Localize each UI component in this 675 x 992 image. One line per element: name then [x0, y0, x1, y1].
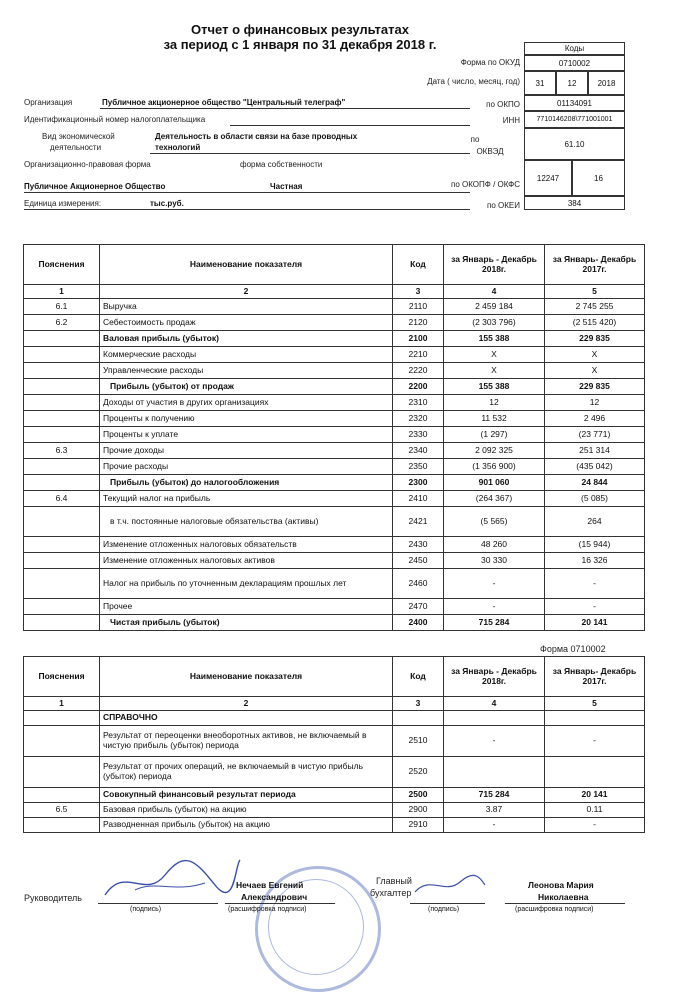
- value-2018-cell: 11 532: [444, 411, 545, 427]
- indicator-name-cell: Изменение отложенных налоговых обязательств: [100, 537, 393, 553]
- code-cell: 2320: [393, 411, 444, 427]
- date-month: 12: [556, 71, 588, 95]
- date-year: 2018: [588, 71, 625, 95]
- value-2018-cell: -: [444, 818, 545, 833]
- code-cell: 2300: [393, 475, 444, 491]
- legal-form-value: Публичное Акционерное Общество: [24, 182, 166, 191]
- column-header: Код: [393, 245, 444, 285]
- value-2018-cell: 12: [444, 395, 545, 411]
- okei-label: по ОКЕИ: [487, 201, 520, 210]
- column-number: 3: [393, 285, 444, 299]
- indicator-name-cell: Результат от переоценки внеоборотных активов, не включаемый в чистую прибыль (убыток) периода: [100, 726, 393, 757]
- column-header: за Январь - Декабрь 2018г.: [444, 657, 545, 697]
- code-cell: 2100: [393, 331, 444, 347]
- accountant-name-1: Леонова Мария: [528, 880, 594, 890]
- column-header: Пояснения: [24, 657, 100, 697]
- value-2018-cell: 48 260: [444, 537, 545, 553]
- code-cell: 2310: [393, 395, 444, 411]
- value-2017-cell: (15 944): [545, 537, 645, 553]
- accountant-label-1: Главный: [376, 876, 412, 886]
- code-cell: 2500: [393, 788, 444, 803]
- note-cell: [24, 411, 100, 427]
- indicator-name-cell: Выручка: [100, 299, 393, 315]
- value-2018-cell: (1 356 900): [444, 459, 545, 475]
- column-number-row: [24, 285, 645, 299]
- value-2018-cell: X: [444, 363, 545, 379]
- value-2018-cell: 2 092 325: [444, 443, 545, 459]
- inn-code-label: ИНН: [502, 116, 520, 125]
- note-cell: [24, 818, 100, 833]
- note-cell: 6.2: [24, 315, 100, 331]
- column-number: 1: [24, 285, 100, 299]
- indicator-name-cell: в т.ч. постоянные налоговые обязательства (активы): [100, 507, 393, 537]
- value-2017-cell: 16 326: [545, 553, 645, 569]
- table-row: [24, 411, 645, 427]
- code-cell: 2350: [393, 459, 444, 475]
- value-2018-cell: (1 297): [444, 427, 545, 443]
- value-2017-cell: 12: [545, 395, 645, 411]
- indicator-name-cell: Проценты к уплате: [100, 427, 393, 443]
- value-2018-cell: (2 303 796): [444, 315, 545, 331]
- note-cell: [24, 507, 100, 537]
- note-cell: 6.1: [24, 299, 100, 315]
- okpo-label: по ОКПО: [486, 100, 520, 109]
- value-2017-cell: [545, 711, 645, 726]
- codes-head: Коды: [524, 42, 625, 55]
- column-header: за Январь- Декабрь 2017г.: [545, 245, 645, 285]
- value-2017-cell: 20 141: [545, 615, 645, 631]
- table-row: [24, 379, 645, 395]
- indicator-name-cell: Прибыль (убыток) от продаж: [100, 379, 393, 395]
- note-cell: [24, 599, 100, 615]
- ownership-label: форма собственности: [240, 160, 323, 169]
- value-2017-cell: (23 771): [545, 427, 645, 443]
- code-cell: 2900: [393, 803, 444, 818]
- note-cell: [24, 569, 100, 599]
- table-row: [24, 331, 645, 347]
- value-2018-cell: -: [444, 569, 545, 599]
- value-2017-cell: [545, 757, 645, 788]
- table-row: [24, 711, 645, 726]
- activity-label-2: деятельности: [50, 143, 102, 152]
- value-2018-cell: 155 388: [444, 331, 545, 347]
- value-2018-cell: 155 388: [444, 379, 545, 395]
- report-title: Отчет о финансовых результатах: [191, 22, 409, 37]
- head-decode-caption: (расшифровка подписи): [228, 906, 307, 913]
- org-name: Публичное акционерное общество "Центральный телеграф": [102, 98, 346, 107]
- indicator-name-cell: Прочее: [100, 599, 393, 615]
- table-row: [24, 599, 645, 615]
- column-number: 5: [545, 697, 645, 711]
- table-row: [24, 443, 645, 459]
- table-row: [24, 757, 645, 788]
- column-number: 3: [393, 697, 444, 711]
- value-2018-cell: (5 565): [444, 507, 545, 537]
- value-2017-cell: (2 515 420): [545, 315, 645, 331]
- note-cell: [24, 788, 100, 803]
- table-row: [24, 615, 645, 631]
- inn-value: 7710146208\771001001: [524, 111, 625, 128]
- header-row: [24, 245, 645, 285]
- note-cell: [24, 395, 100, 411]
- activity-value-1: Деятельность в области связи на базе проводных: [155, 132, 358, 141]
- indicator-name-cell: Себестоимость продаж: [100, 315, 393, 331]
- table-row: [24, 475, 645, 491]
- accountant-sign-caption: (подпись): [428, 906, 460, 913]
- value-2017-cell: X: [545, 347, 645, 363]
- code-cell: 2421: [393, 507, 444, 537]
- note-cell: 6.5: [24, 803, 100, 818]
- column-header: Наименование показателя: [100, 245, 393, 285]
- value-2018-cell: -: [444, 726, 545, 757]
- indicator-name-cell: Проценты к получению: [100, 411, 393, 427]
- indicator-name-cell: Изменение отложенных налоговых активов: [100, 553, 393, 569]
- code-cell: 2910: [393, 818, 444, 833]
- value-2018-cell: (264 367): [444, 491, 545, 507]
- code-cell: 2210: [393, 347, 444, 363]
- activity-value-2: технологий: [155, 143, 201, 152]
- value-2017-cell: 264: [545, 507, 645, 537]
- indicator-name-cell: Текущий налог на прибыль: [100, 491, 393, 507]
- column-number: 1: [24, 697, 100, 711]
- unit-value: тыс.руб.: [150, 199, 184, 208]
- code-cell: 2510: [393, 726, 444, 757]
- note-cell: [24, 615, 100, 631]
- accountant-signature-scribble: [410, 870, 490, 900]
- financial-results-table: [23, 244, 645, 631]
- note-cell: [24, 711, 100, 726]
- indicator-name-cell: Прибыль (убыток) до налогообложения: [100, 475, 393, 491]
- note-cell: [24, 347, 100, 363]
- report-period: за период с 1 января по 31 декабря 2018 г.: [163, 37, 437, 52]
- indicator-name-cell: Чистая прибыль (убыток): [100, 615, 393, 631]
- code-cell: 2410: [393, 491, 444, 507]
- table-row: [24, 818, 645, 833]
- okopf-value: 12247: [524, 160, 572, 196]
- note-cell: [24, 427, 100, 443]
- table-row: [24, 726, 645, 757]
- note-cell: [24, 757, 100, 788]
- value-2018-cell: 901 060: [444, 475, 545, 491]
- okfs-value: 16: [572, 160, 625, 196]
- table-row: [24, 788, 645, 803]
- column-number: 4: [444, 285, 545, 299]
- column-header: Наименование показателя: [100, 657, 393, 697]
- column-header: за Январь- Декабрь 2017г.: [545, 657, 645, 697]
- column-number: 2: [100, 697, 393, 711]
- value-2017-cell: -: [545, 726, 645, 757]
- reference-table: [23, 656, 645, 833]
- table-row: [24, 459, 645, 475]
- indicator-name-cell: Базовая прибыль (убыток) на акцию: [100, 803, 393, 818]
- table-row: [24, 299, 645, 315]
- value-2017-cell: 2 496: [545, 411, 645, 427]
- date-day: 31: [524, 71, 556, 95]
- value-2017-cell: -: [545, 818, 645, 833]
- note-cell: [24, 379, 100, 395]
- indicator-name-cell: Прочие расходы: [100, 459, 393, 475]
- accountant-name-2: Николаевна: [538, 892, 589, 902]
- okpo-value: 01134091: [524, 95, 625, 111]
- value-2017-cell: 251 314: [545, 443, 645, 459]
- value-2018-cell: 715 284: [444, 615, 545, 631]
- ownership-value: Частная: [270, 182, 303, 191]
- value-2018-cell: 2 459 184: [444, 299, 545, 315]
- okud-value: 0710002: [524, 55, 625, 71]
- accountant-label-2: бухгалтер: [370, 888, 412, 898]
- table-row: [24, 803, 645, 818]
- table-row: [24, 315, 645, 331]
- note-cell: [24, 537, 100, 553]
- table-row: [24, 569, 645, 599]
- value-2018-cell: 30 330: [444, 553, 545, 569]
- indicator-name-cell: Управленческие расходы: [100, 363, 393, 379]
- code-cell: 2330: [393, 427, 444, 443]
- indicator-name-cell: Результат от прочих операций, не включаемый в чистую прибыль (убыток) периода: [100, 757, 393, 788]
- org-label: Организация: [24, 98, 73, 107]
- code-cell: 2470: [393, 599, 444, 615]
- value-2018-cell: 3.87: [444, 803, 545, 818]
- head-name-1: Нечаев Евгений: [236, 880, 304, 890]
- okved-label-2: ОКВЭД: [476, 147, 504, 156]
- head-label: Руководитель: [24, 893, 82, 903]
- value-2018-cell: X: [444, 347, 545, 363]
- code-cell: 2200: [393, 379, 444, 395]
- head-name-2: Александрович: [241, 892, 308, 902]
- form-label: Форма 0710002: [540, 644, 606, 654]
- code-cell: 2460: [393, 569, 444, 599]
- legal-form-label: Организационно-правовая форма: [24, 160, 151, 169]
- table-row: [24, 507, 645, 537]
- note-cell: 6.4: [24, 491, 100, 507]
- table-row: [24, 363, 645, 379]
- note-cell: [24, 475, 100, 491]
- indicator-name-cell: Доходы от участия в других организациях: [100, 395, 393, 411]
- note-cell: [24, 331, 100, 347]
- indicator-name-cell: СПРАВОЧНО: [100, 711, 393, 726]
- okud-label: Форма по ОКУД: [460, 58, 520, 67]
- okei-value: 384: [524, 196, 625, 210]
- code-cell: 2400: [393, 615, 444, 631]
- note-cell: [24, 363, 100, 379]
- unit-label: Единица измерения:: [24, 199, 102, 208]
- value-2017-cell: 2 745 255: [545, 299, 645, 315]
- code-cell: 2450: [393, 553, 444, 569]
- code-cell: 2220: [393, 363, 444, 379]
- okopf-label: по ОКОПФ / ОКФС: [451, 180, 520, 189]
- value-2017-cell: 0.11: [545, 803, 645, 818]
- column-number: 2: [100, 285, 393, 299]
- okved-label-1: по: [470, 135, 480, 144]
- header-row: [24, 657, 645, 697]
- table-row: [24, 395, 645, 411]
- value-2017-cell: 229 835: [545, 379, 645, 395]
- head-signature-scribble: [95, 855, 245, 905]
- value-2017-cell: 24 844: [545, 475, 645, 491]
- code-cell: 2520: [393, 757, 444, 788]
- value-2017-cell: 229 835: [545, 331, 645, 347]
- value-2017-cell: 20 141: [545, 788, 645, 803]
- value-2017-cell: (435 042): [545, 459, 645, 475]
- value-2017-cell: X: [545, 363, 645, 379]
- accountant-decode-caption: (расшифровка подписи): [515, 906, 594, 913]
- code-cell: 2340: [393, 443, 444, 459]
- okved-value: 61.10: [524, 128, 625, 160]
- value-2018-cell: 715 284: [444, 788, 545, 803]
- note-cell: [24, 459, 100, 475]
- table-row: [24, 553, 645, 569]
- value-2018-cell: [444, 757, 545, 788]
- date-label: Дата ( число, месяц, год): [427, 77, 520, 86]
- note-cell: [24, 553, 100, 569]
- value-2017-cell: -: [545, 569, 645, 599]
- head-sign-caption: (подпись): [130, 906, 162, 913]
- note-cell: [24, 726, 100, 757]
- column-number: 5: [545, 285, 645, 299]
- activity-label-1: Вид экономической: [42, 132, 115, 141]
- code-cell: [393, 711, 444, 726]
- column-header: Пояснения: [24, 245, 100, 285]
- indicator-name-cell: Разводненная прибыль (убыток) на акцию: [100, 818, 393, 833]
- value-2018-cell: -: [444, 599, 545, 615]
- indicator-name-cell: Налог на прибыль по уточненным декларациям прошлых лет: [100, 569, 393, 599]
- value-2018-cell: [444, 711, 545, 726]
- code-cell: 2430: [393, 537, 444, 553]
- note-cell: 6.3: [24, 443, 100, 459]
- table-row: [24, 347, 645, 363]
- code-cell: 2110: [393, 299, 444, 315]
- value-2017-cell: (5 085): [545, 491, 645, 507]
- table-row: [24, 427, 645, 443]
- inn-label: Идентификационный номер налогоплательщика: [24, 115, 206, 124]
- indicator-name-cell: Совокупный финансовый результат периода: [100, 788, 393, 803]
- table-row: [24, 537, 645, 553]
- indicator-name-cell: Коммерческие расходы: [100, 347, 393, 363]
- column-number: 4: [444, 697, 545, 711]
- column-number-row: [24, 697, 645, 711]
- indicator-name-cell: Прочие доходы: [100, 443, 393, 459]
- table-row: [24, 491, 645, 507]
- column-header: за Январь - Декабрь 2018г.: [444, 245, 545, 285]
- code-cell: 2120: [393, 315, 444, 331]
- column-header: Код: [393, 657, 444, 697]
- indicator-name-cell: Валовая прибыль (убыток): [100, 331, 393, 347]
- value-2017-cell: -: [545, 599, 645, 615]
